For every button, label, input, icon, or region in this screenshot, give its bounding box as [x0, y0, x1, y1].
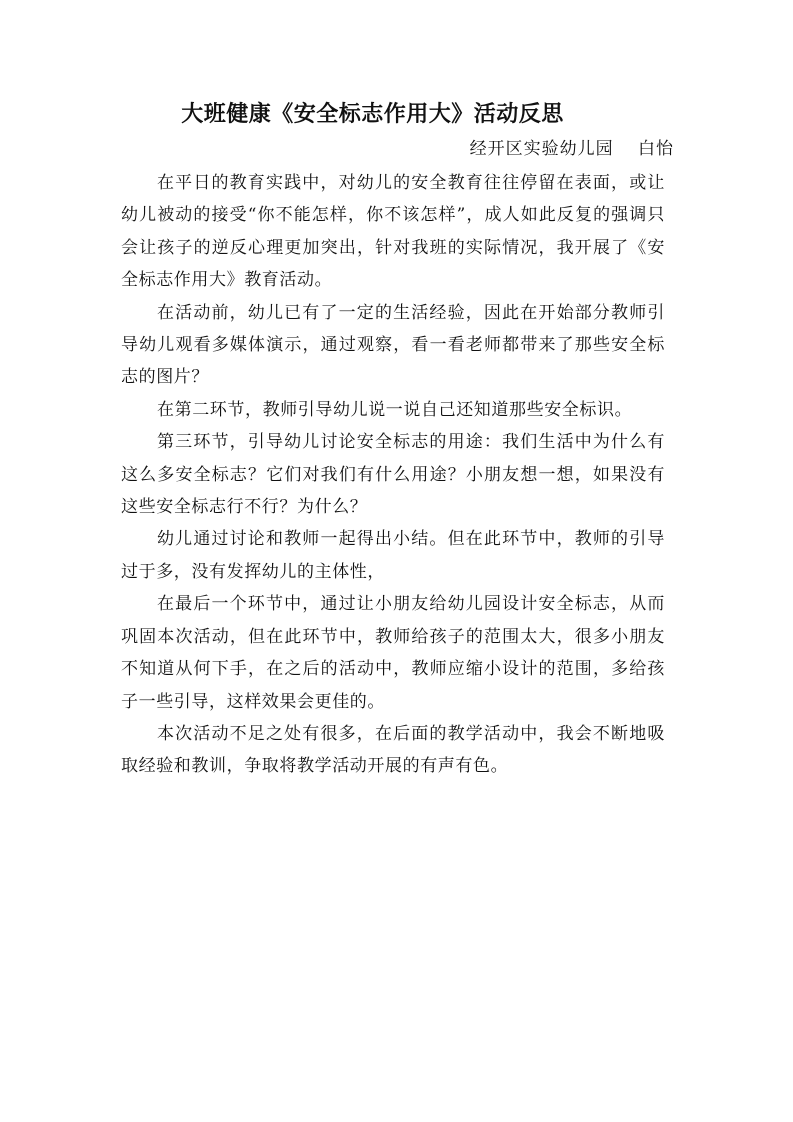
paragraph: 第三环节，引导幼儿讨论安全标志的用途：我们生活中为什么有这么多安全标志？它们对我们有什么用途？小朋友想一想，如果没有这些安全标志行不行？为什么？ [121, 432, 665, 518]
paragraph: 在活动前，幼儿已有了一定的生活经验，因此在开始部分教师引导幼儿观看多媒体演示，通过观察，看一看老师都带来了那些安全标志的图片？ [121, 302, 665, 388]
document-title: 大班健康《安全标志作用大》活动反思 [181, 101, 564, 127]
document-body [121, 167, 665, 783]
paragraph: 在平日的教育实践中，对幼儿的安全教育往往停留在表面，或让幼儿被动的接受“你不能怎样，你不该怎样”，成人如此反复的强调只会让孩子的逆反心理更加突出，针对我班的实际情况，我开展了《安全标志作用大》教育活动。 [121, 173, 665, 291]
document-author: 经开区实验幼儿园 白怡 [469, 139, 674, 159]
paragraph: 在第二环节，教师引导幼儿说一说自己还知道那些安全标识。 [157, 399, 633, 420]
paragraph: 本次活动不足之处有很多，在后面的教学活动中，我会不断地吸取经验和教训，争取将教学活动开展的有声有色。 [121, 723, 665, 777]
paragraph: 幼儿通过讨论和教师一起得出小结。但在此环节中，教师的引导过于多，没有发挥幼儿的主体性， [121, 529, 665, 582]
paragraph: 在最后一个环节中，通过让小朋友给幼儿园设计安全标志，从而巩固本次活动，但在此环节中，教师给孩子的范围太大，很多小朋友不知道从何下手，在之后的活动中，教师应缩小设计的范围，多给孩子一些引导，这样效果会更佳的。 [121, 594, 665, 712]
